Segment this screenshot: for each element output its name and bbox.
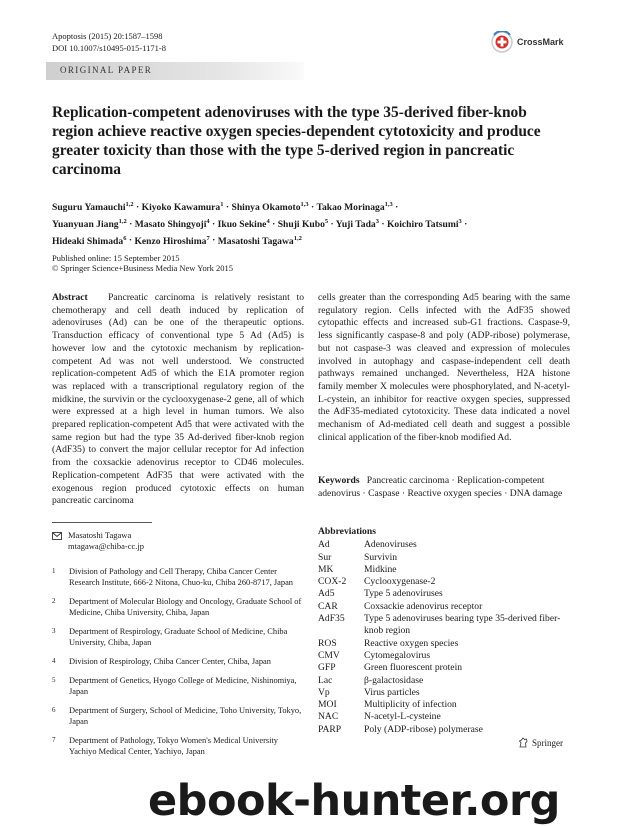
author-name [218,236,302,247]
author-name-text: Kiyoko Kawamura [141,202,221,214]
author-name-text: Shuji Kubo [277,218,325,230]
author-name-text: Takao Morinaga [316,202,385,214]
abbreviation-row [318,576,578,588]
affiliation-text: Division of Respirology, Chiba Cancer Center, Chiba, Japan [69,657,271,666]
affiliation-item [52,626,304,648]
author-name-text: Kenzo Hiroshima [134,235,207,247]
abbreviation-term: ROS [318,637,337,649]
abbreviation-term: CMV [318,649,340,661]
abbreviation-row [318,699,578,711]
abbreviation-row [318,564,578,576]
envelope-icon [52,532,62,540]
abbreviation-row [318,552,578,564]
abbreviation-row [318,650,578,662]
affiliation-item [52,705,304,727]
keywords-label: Keywords [318,475,360,486]
author-name-text: Yuji Tada [335,218,376,230]
abstract-label: Abstract [52,292,88,303]
abbreviation-definition: Adenoviruses [364,539,417,551]
author-affiliation-marker: 5 [324,217,329,225]
abstract-text-left: Pancreatic carcinoma is relatively resistant to chemotherapy and cell death induced by replication of adenoviruses (Ad) can be one of the therapeutic options. Transduction efficacy of conventional type 5 Ad (Ad5) is however low and the cytotoxic mechanism by replication-competent Ad was not well understood. We constructed replication-competent Ad5 of which the E1A promoter region was replaced with a transcriptional regulatory region of the midkine, the survivin or the cyclooxygenase-2 gene, all of which were expressed at a high level in human tumors. We also prepared replication-competent Ad5 that were activated with the same region but had the type 35 Ad-derived fiber-knob region (AdF35) to convert the major cellular receptor for Ad infection from the coxsackie adenovirus receptor to CD46 molecules. Replication-competent AdF35 that were activated with the exogenous region produced cytotoxic effects on human pancreatic carcinoma [52,292,304,507]
corresponding-email[interactable]: mtagawa@chiba-cc.jp [68,541,145,551]
abbreviation-term: AdF35 [318,613,345,625]
abbreviation-row [318,588,578,600]
article-title: Replication-competent adenoviruses with the type 35-derived fiber-knob region achieve reactive oxygen species-dependent cytotoxicity and produce greater toxicity than those with the type 5-derived region in pancreatic carcinoma [52,104,541,178]
affiliation-number: 3 [52,627,56,635]
abbreviations-list [318,539,578,736]
author-affiliation-marker: 4 [206,217,210,225]
article-type-banner [46,62,304,80]
author-name [52,202,134,213]
abbreviation-term: Ad [318,539,330,551]
abbreviation-term: MOI [318,699,337,711]
author-affiliation-marker: 1 [220,201,224,208]
abbreviation-term: Ad5 [318,588,335,600]
abbreviation-definition: Type 5 adenoviruses [364,588,443,600]
publisher-name: Springer [532,737,563,748]
abbreviation-row [318,711,578,723]
abbreviation-term: PARP [318,723,342,735]
author-affiliation-marker: 3 [458,217,462,225]
author-name [52,219,127,230]
affiliations-list [52,566,304,765]
author-name [52,236,126,247]
affiliation-number: 4 [52,657,56,665]
abbreviations-section [318,526,578,736]
abbreviation-term: CAR [318,600,338,612]
author-name [218,219,270,230]
affiliation-item [52,566,304,588]
abbreviation-definition: β-galactosidase [364,674,424,686]
watermark-text[interactable]: ebook-hunter.org [148,776,560,826]
affiliation-number: 7 [52,736,56,744]
abstract-right-column [318,292,570,444]
abbreviation-definition: Multiplicity of infection [364,699,457,711]
crossmark-badge[interactable] [491,31,564,53]
author-affiliation-marker: 3 [375,217,379,225]
author-name-text: Masatoshi Tagawa [217,235,294,247]
abbreviation-row [318,539,578,551]
published-date: Published online: 15 September 2015 [52,253,180,263]
author-affiliation-marker: 1,2 [118,217,127,225]
author-name-text: Hideaki Shimada [52,235,124,247]
publisher-logo [518,737,563,748]
author-affiliation-marker: 1,3 [300,201,309,208]
abbreviation-definition: N-acetyl-L-cysteine [364,711,441,723]
abbreviation-row [318,687,578,699]
corresponding-author: Masatoshi Tagawa [68,530,132,540]
author-name-text: Ikuo Sekine [217,218,267,230]
author-name [387,219,462,230]
abbreviation-term: MK [318,563,334,575]
affiliation-item [52,735,304,757]
keywords-text: Pancreatic carcinoma · Replication-competent adenovirus · Caspase · Reactive oxygen species · DNA damage [318,475,563,499]
author-affiliation-marker: 1,2 [293,234,302,242]
abbreviation-definition: Virus particles [364,686,420,698]
affiliation-text: Department of Genetics, Hyogo College of Medicine, Nishinomiya, Japan [69,676,297,696]
author-name [336,219,379,230]
author-name [134,236,209,247]
abbreviation-row [318,601,578,613]
abbreviation-row [318,613,578,638]
author-name [316,202,392,213]
abbreviation-row [318,662,578,674]
springer-horse-icon [518,737,529,748]
copyright-line: © Springer Science+Business Media New York 2015 [52,263,233,273]
journal-citation: Apoptosis (2015) 20:1587–1598 [52,31,163,41]
author-affiliation-marker: 1,2 [125,201,134,208]
author-name [278,219,328,230]
article-type-label: ORIGINAL PAPER [60,65,153,75]
correspondence [52,530,144,552]
author-name-text: Koichiro Tatsumi [386,218,459,230]
abbreviation-term: GFP [318,662,336,674]
affiliation-number: 1 [52,567,56,575]
publication-info [52,253,233,273]
author-affiliation-marker: 6 [123,234,127,242]
affiliation-number: 5 [52,676,56,684]
crossmark-label: CrossMark [517,37,564,47]
author-affiliation-marker: 7 [206,234,210,242]
abstract-text-right: cells greater than the corresponding Ad5 bearing with the same regulatory region. Cells infected with the AdF35 showed cytopathic effects and increased sub-G1 fractions. Caspase-9, less significantly caspase-8 and poly (ADP-ribose) polymerase, but not caspase-3 was cleaved and expression of molecules involved in autophagy and caspase-independent cell death pathways remained unchanged. Nevertheless, H2A histone family member X molecules were phosphorylated, and N-acetyl-L-cystein, an inhibitor for reactive oxygen species, suppressed the AdF35-mediated cytotoxicity. These data indicated a novel mechanism of Ad-mediated cell death and suggest a possible clinical application of the fiber-knob modified Ad. [318,292,570,443]
abbreviation-term: Vp [318,686,330,698]
affiliation-text: Department of Pathology, Tokyo Women's Medical University Yachiyo Medical Center, Yachiyo, Japan [69,736,278,756]
abbreviation-definition: Green fluorescent protein [364,662,463,674]
doi[interactable]: DOI 10.1007/s10495-015-1171-8 [52,43,166,53]
journal-info [52,30,166,54]
abbreviation-definition: Poly (ADP-ribose) polymerase [364,723,483,735]
footnote-divider [52,522,152,523]
abbreviation-definition: Survivin [364,551,398,563]
abbreviation-definition: Cyclooxygenase-2 [364,576,436,588]
author-affiliation-marker: 4 [266,217,270,225]
author-name [142,202,224,213]
abbreviation-term: NAC [318,711,339,723]
author-name-text: Masato Shingyoji [134,218,207,230]
crossmark-icon [491,31,513,53]
abbreviation-definition: Reactive oxygen species [364,637,459,649]
abbreviation-row [318,724,578,736]
affiliation-text: Department of Respirology, Graduate School of Medicine, Chiba University, Chiba, Japan [69,627,288,647]
abbreviation-definition: Cytomegalovirus [364,649,431,661]
author-name [231,202,308,213]
affiliation-text: Department of Surgery, School of Medicine, Toho University, Tokyo, Japan [69,706,302,726]
abbreviation-definition: Coxsackie adenovirus receptor [364,600,483,612]
affiliation-number: 6 [52,706,56,714]
abbreviations-heading: Abbreviations [318,526,376,537]
abbreviation-term: COX-2 [318,576,347,588]
author-list: Suguru Yamauchi$^{1,2}$ · Kiyoko Kawamura$^1$ · Shinya Okamoto$^{1,3}$ · Takao Morinaga$^{1,3}$ · Yuanyuan Jiang$^{1,2}$ · Masato Shingyoji$^4$ · Ikuo Sekine$^4$ · Shuji Kubo$^5$ · Yuji Tada$^3$ · Koichiro Tatsumi$^3$ · Hideaki Shimada$^6$ · Kenzo Hiroshima$^7$ · Masatoshi Tagawa$^{1,2}$ [52,201,468,247]
abbreviation-term: Sur [318,551,332,563]
author-name-text: Shinya Okamoto [231,202,301,214]
abbreviation-row [318,638,578,650]
author-affiliation-marker: 1,3 [384,201,393,208]
abbreviation-definition: Midkine [364,563,397,575]
author-name-text: Suguru Yamauchi [52,202,126,214]
affiliation-number: 2 [52,597,56,605]
abstract-left-column [52,292,304,508]
affiliation-item [52,675,304,697]
keywords-block [318,475,570,500]
affiliation-text: Department of Molecular Biology and Oncology, Graduate School of Medicine, Chiba University, Chiba, Japan [69,597,302,617]
abbreviation-term: Lac [318,674,333,686]
affiliation-text: Division of Pathology and Cell Therapy, Chiba Cancer Center Research Institute, 666-2 Nitona, Chuo-ku, Chiba 260-8717, Japan [69,567,293,587]
affiliation-item [52,656,304,667]
author-name [135,219,210,230]
author-name-text: Yuanyuan Jiang [52,218,119,230]
abbreviation-row [318,675,578,687]
affiliation-item [52,596,304,618]
abbreviation-definition: Type 5 adenoviruses bearing type 35-derived fiber-knob region [364,613,561,637]
